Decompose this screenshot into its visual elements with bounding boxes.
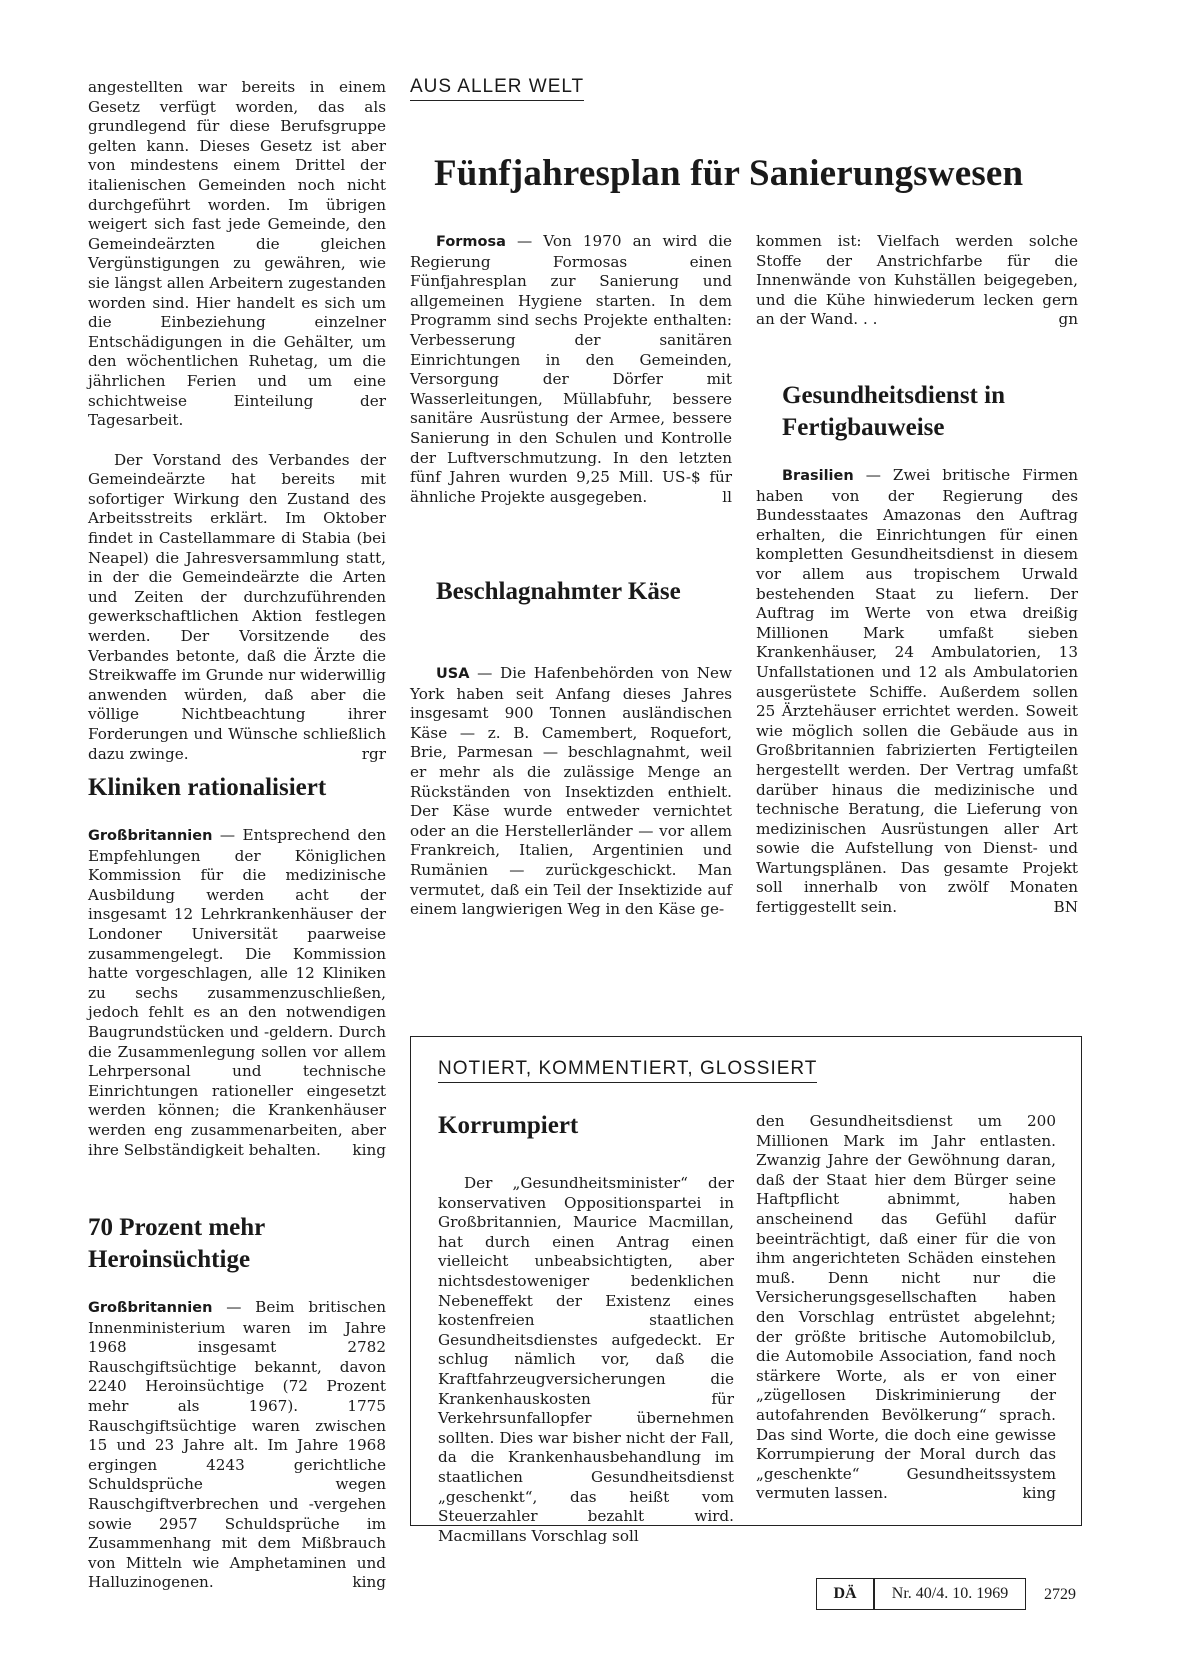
- left-column: [88, 78, 386, 764]
- article-heroin: Großbritannien — Beim britischen Innenministerium waren im Jahre 1968 insgesamt 2782 Rauschgiftsüchtige bekannt, davon 2240 Heroinsüchtige (72 Prozent mehr als 1967). 1775 Rauschgiftsüchtige waren zwischen 15 und 23 Jahre alt. Im Jahre 1968 ergingen 4243 gerichtliche Schuldsprüche wegen Rauschgiftverbrechen und -vergehen sowie 2957 Schuldsprüche im Zusammenhang mit dem Mißbrauch von Mitteln wie Amphetaminen und Halluzinogenen. king: [88, 1298, 386, 1592]
- signature: gn: [1058, 310, 1078, 329]
- heading-kliniken: Kliniken rationalisiert: [88, 774, 327, 801]
- page-number: 2729: [1044, 1586, 1076, 1603]
- source-label: Brasilien: [782, 468, 854, 484]
- journal-abbrev: DÄ: [833, 1585, 857, 1602]
- source-label: Großbritannien: [88, 1300, 213, 1316]
- issue-badge: [874, 1578, 1026, 1610]
- box-rubric: NOTIERT, KOMMENTIERT, GLOSSIERT: [438, 1058, 817, 1083]
- source-label: Formosa: [436, 234, 506, 250]
- signature: BN: [1053, 898, 1078, 917]
- journal-badge: [816, 1578, 874, 1610]
- signature: rgr: [361, 744, 386, 763]
- signature: ll: [722, 487, 732, 506]
- signature: king: [1022, 1484, 1056, 1503]
- section-rubric: AUS ALLER WELT: [410, 76, 584, 101]
- issue-number: Nr. 40/4. 10. 1969: [891, 1585, 1009, 1602]
- article-kaese-continued: kommen ist: Vielfach werden solche Stoffe der Anstrichfarbe für die Innenwände von Kuhställen beigegeben, und die Kühe hinwiederum lecken gern an der Wand. . . gn: [756, 232, 1078, 329]
- heading-gesundheitsdienst: Gesundheitsdienst in Fertigbauweise: [782, 382, 1005, 441]
- signature: king: [352, 1573, 386, 1592]
- box-column-1: Der „Gesundheitsminister“ der konservativen Oppositionspartei in Großbritannien, Maurice Macmillan, hat durch einen Antrag einen vielleicht unbeabsichtigten, aber nichtsdestoweniger bedenklichen Nebeneffekt der Existenz eines kostenfreien staatlichen Gesundheitsdienstes aufgedeckt. Er schlug nämlich vor, daß die Kraftfahrzeugversicherungen die Krankenhauskosten für Verkehrsunfallopfer übernehmen sollten. Dies war bisher nicht der Fall, da die Krankenhausbehandlung im staatlichen Gesundheitsdienst „geschenkt“, das heißt vom Steuerzahler bezahlt wird. Macmillans Vorschlag soll: [438, 1174, 734, 1545]
- source-label: Großbritannien: [88, 828, 213, 844]
- heading-kaese: Beschlagnahmter Käse: [436, 578, 681, 605]
- signature: king: [352, 1140, 386, 1159]
- article-formosa: Formosa — Von 1970 an wird die Regierung Formosas einen Fünfjahresplan zur Sanierung und allgemeinen Hygiene starten. In dem Programm sind sechs Projekte enthalten: Verbesserung der sanitären Einrichtungen in den Gemeinden, Versorgung der Dörfer mit Wasserleitungen, Müllabfuhr, bessere sanitäre Ausrüstung der Armee, bessere Sanierung in den Schulen und Kontrolle der Luftverschmutzung. In den letzten fünf Jahren wurden 9,25 Mill. US-$ für ähnliche Projekte ausgegeben. ll: [410, 232, 732, 506]
- heading-korrumpiert: Korrumpiert: [438, 1112, 579, 1139]
- article-kliniken: Großbritannien — Entsprechend den Empfehlungen der Königlichen Kommission für die medizinische Ausbildung werden acht der insgesamt 12 Lehrkrankenhäuser der Londoner Universität paarweise zusammengelegt. Die Kommission hatte vorgeschlagen, alle 12 Kliniken zu sechs zusammenzuschließen, jedoch fehlt es an den notwendigen Baugrundstücken und -geldern. Durch die Zusammenlegung sollen vor allem Lehrpersonal und technische Einrichtungen rationeller eingesetzt werden können; die Krankenhäuser werden eng zusammenarbeiten, aber ihre Selbständigkeit behalten. king: [88, 826, 386, 1159]
- intro-paragraph: angestellten war bereits in einem Gesetz verfügt worden, das als grundlegend für diese Berufsgruppe gelten kann. Dieses Gesetz ist aber von mindestens einem Drittel der italienischen Gemeinden noch nicht durchgeführt worden. Im übrigen weigert sich fast jede Gemeinde, den Gemeindeärzten die gleichen Vergünstigungen zu gewähren, wie sie längst allen Arbeitern zugestanden worden sind. Hier handelt es sich um die Einbeziehung einzelner Entschädigungen in die Gehälter, um den wöchentlichen Ruhetag, um die jährlichen Ferien und um eine schichtweise Einteilung der Tagesarbeit.: [88, 78, 386, 430]
- source-label: USA: [436, 666, 470, 682]
- paragraph-verband: Der Vorstand des Verbandes der Gemeindeärzte hat bereits mit sofortiger Wirkung den Zustand des Arbeitsstreits erklärt. Im Oktober findet in Castellammare di Stabia (bei Neapel) die Jahresversammlung statt, in der die Gemeindeärzte die Arten und Zeiten der durchzuführenden gewerkschaftlichen Aktion festlegen werden. Der Vorsitzende des Verbandes betonte, daß die Ärzte die Streikwaffe im Grunde nur widerwillig anwenden würden, daß aber die völlige Nichtbeachtung ihrer Forderungen und Wünsche schließlich dazu zwinge. rgr: [88, 450, 386, 763]
- main-headline: Fünfjahresplan für Sanierungswesen: [434, 153, 1024, 194]
- article-kaese: USA — Die Hafenbehörden von New York haben seit Anfang dieses Jahres insgesamt 900 Tonnen ausländischen Käse — z. B. Camembert, Roquefort, Brie, Parmesan — beschlagnahmt, weil er mehr als die zulässige Menge an Rückständen von Insektizden enthielt. Der Käse wurde entweder vernichtet oder an die Herstellerländer — vor allem Frankreich, Italien, Argentinien und Rumänien — zurückgeschickt. Man vermutet, daß ein Teil der Insektizide auf einem langwierigen Weg in den Käse ge-: [410, 664, 732, 919]
- article-gesundheitsdienst: Brasilien — Zwei britische Firmen haben von der Regierung des Bundesstaates Amazonas den Auftrag erhalten, die Einrichtungen für einen kompletten Gesundheitsdienst in diesem vor allem aus tropischem Urwald bestehenden Staat zu liefern. Der Auftrag im Werte von etwa dreißig Millionen Mark umfaßt sieben Krankenhäuser, 24 Ambulatorien, 13 Unfallstationen und 12 als Ambulatorien ausgerüstete Schiffe. Außerdem sollen 25 Ärztehäuser errichtet werden. Soweit wie möglich sollen die Gebäude aus in Großbritannien fabrizierten Fertigteilen hergestellt werden. Der Vertrag umfaßt darüber hinaus die medizinische und technische Beratung, die Lieferung von medizinischen Ausrüstungen aller Art sowie die Aufstellung von Dienst- und Wartungsplänen. Das gesamte Projekt soll innerhalb von zwölf Monaten fertiggestellt sein. BN: [756, 466, 1078, 917]
- heading-heroin: 70 Prozent mehr Heroinsüchtige: [88, 1214, 265, 1273]
- box-column-2: den Gesundheitsdienst um 200 Millionen Mark im Jahr entlasten. Zwanzig Jahre der Gewöhnung daran, daß der Staat hier dem Bürger seine Haftpflicht abnimmt, haben anscheinend das Gefühl dafür beeinträchtigt, daß einer für die von ihm angerichteten Schäden einstehen muß. Denn nicht nur die Versicherungsgesellschaften haben den Vorschlag entrüstet abgelehnt; der größte britische Automobilclub, die Automobile Association, fand noch stärkere Worte, als er von einer „zügellosen Diskriminierung der autofahrenden Bevölkerung“ sprach. Das sind Worte, die doch eine gewisse Korrumpierung der Moral durch das „geschenkte“ Gesundheitssystem vermuten lassen. king: [756, 1112, 1056, 1503]
